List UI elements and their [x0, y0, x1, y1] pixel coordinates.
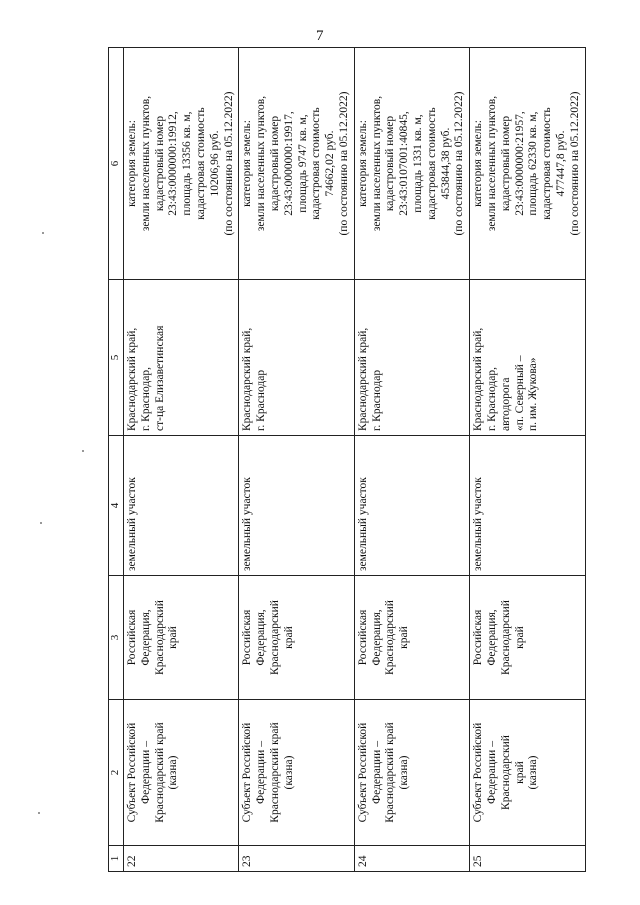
right-holder-line: край — [282, 626, 295, 649]
address-line: Краснодарский край, — [241, 327, 254, 431]
address-line: «п. Северный – — [513, 355, 526, 431]
rotated-table-container — [108, 48, 584, 872]
address-cell — [354, 280, 469, 436]
right-holder-line: Федерация, — [255, 609, 268, 666]
owner-cell — [239, 700, 354, 846]
right-holder-line: Краснодарский — [499, 600, 512, 675]
right-holder-line: Российская — [472, 609, 485, 666]
right-holder-line: Федерация, — [485, 609, 498, 666]
address-line: г. Краснодар, — [139, 367, 152, 431]
description-line: (по состоянию на 05.12.2022) — [222, 91, 235, 236]
address-line: г. Краснодар, — [485, 367, 498, 431]
scan-speck — [40, 522, 42, 524]
column-header: 2 — [109, 700, 124, 846]
description-cell — [470, 48, 585, 280]
description-line: (по состоянию на 05.12.2022) — [568, 91, 581, 236]
address-line: Краснодарский край, — [472, 327, 485, 431]
address-line: автодорога — [499, 377, 512, 431]
object-type-cell: земельный участок — [470, 436, 585, 576]
description-line: (по состоянию на 05.12.2022) — [337, 91, 350, 236]
description-line: 23:43:0000000:19912, — [167, 111, 180, 216]
owner-line: Субъект Российской — [126, 722, 138, 823]
address-line: ст-ца Елизаветинская — [153, 325, 166, 431]
owner-line: (казна) — [527, 755, 540, 790]
description-line: площадь 13356 кв. м, — [181, 111, 194, 216]
description-line: земли населенных пунктов, — [370, 95, 383, 232]
owner-cell — [470, 700, 585, 846]
address-line: п. им. Жукова» — [527, 357, 540, 431]
right-holder-line: край — [513, 626, 526, 649]
owner-line: Федерации – — [370, 741, 383, 804]
table-body — [124, 48, 586, 872]
description-line: категория земель: — [356, 120, 369, 207]
owner-line: Федерации – Краснодарский — [485, 735, 512, 810]
object-type-cell: земельный участок — [239, 436, 354, 576]
right-holder-line: Краснодарский — [153, 600, 166, 675]
right-holder-line: край — [398, 626, 411, 649]
owner-line: (казна) — [167, 755, 180, 790]
right-holder-line: Краснодарский — [384, 600, 397, 675]
description-line: кадастровая стоимость — [425, 107, 438, 220]
owner-line: край — [513, 761, 526, 784]
description-line: категория земель: — [241, 120, 254, 207]
description-line: 74662,02 руб. — [324, 130, 337, 197]
description-line: категория земель: — [126, 120, 138, 207]
column-header: 4 — [109, 436, 124, 576]
description-line: кадастровая стоимость — [194, 107, 207, 220]
scan-speck — [38, 812, 40, 814]
description-line: кадастровый номер — [268, 115, 281, 212]
description-line: категория земель: — [472, 120, 485, 207]
description-line: 477447,8 руб. — [554, 130, 567, 197]
description-line: кадастровый номер — [499, 115, 512, 212]
address-line: г. Краснодар — [255, 369, 268, 431]
owner-line: Федерации – — [139, 741, 152, 804]
column-header: 3 — [109, 576, 124, 700]
right-holder-line: Краснодарский — [268, 600, 281, 675]
description-line: 23:43:0000000:19917, — [282, 111, 295, 216]
description-line: земли населенных пунктов, — [485, 95, 498, 232]
description-cell — [124, 48, 239, 280]
table-row — [354, 48, 469, 872]
row-number: 25 — [470, 846, 585, 872]
description-line: земли населенных пунктов, — [255, 95, 268, 232]
row-number: 22 — [124, 846, 239, 872]
row-number: 24 — [354, 846, 469, 872]
right-holder-line: Федерация, — [139, 609, 152, 666]
right-holder-line: Российская — [241, 609, 254, 666]
description-line: земли населенных пунктов, — [139, 95, 152, 232]
table-row — [470, 48, 585, 872]
description-line: кадастровая стоимость — [310, 107, 323, 220]
header-row — [109, 48, 124, 872]
right-holder-line: Российская — [126, 609, 138, 666]
owner-cell — [354, 700, 469, 846]
description-line: кадастровый номер — [384, 115, 397, 212]
address-line: Краснодарский край, — [356, 327, 369, 431]
right-holder-line: Российская — [356, 609, 369, 666]
right-holder-line: Федерация, — [370, 609, 383, 666]
owner-cell — [124, 700, 239, 846]
address-line: г. Краснодар — [370, 369, 383, 431]
description-cell — [354, 48, 469, 280]
table-row — [124, 48, 239, 872]
description-line: площадь 1331 кв. м, — [411, 114, 424, 213]
right-holder-line: край — [167, 626, 180, 649]
rotated-table — [108, 48, 584, 872]
address-cell — [470, 280, 585, 436]
table-row — [239, 48, 354, 872]
description-line: (по состоянию на 05.12.2022) — [453, 91, 466, 236]
object-type-cell: земельный участок — [124, 436, 239, 576]
description-line: кадастровая стоимость — [541, 107, 554, 220]
column-header: 6 — [109, 48, 124, 280]
page-number: 7 — [316, 28, 324, 44]
address-cell — [239, 280, 354, 436]
row-number: 23 — [239, 846, 354, 872]
description-line: 453844,38 руб. — [439, 127, 452, 200]
owner-line: (казна) — [282, 755, 295, 790]
owner-line: Краснодарский край — [153, 722, 166, 823]
right-holder-cell — [470, 576, 585, 700]
scan-speck — [82, 450, 84, 452]
description-cell — [239, 48, 354, 280]
description-line: 23:43:0107001:40845, — [398, 111, 411, 216]
address-line: Краснодарский край, — [126, 327, 138, 431]
description-line: кадастровый номер — [153, 115, 166, 212]
column-header: 5 — [109, 280, 124, 436]
owner-line: (казна) — [398, 755, 411, 790]
owner-line: Федерации – — [255, 741, 268, 804]
right-holder-cell — [354, 576, 469, 700]
owner-line: Субъект Российской — [356, 722, 369, 823]
scan-speck — [42, 232, 44, 234]
description-line: 23:43:0000000:21957, — [513, 111, 526, 216]
object-type-cell: земельный участок — [354, 436, 469, 576]
owner-line: Субъект Российской — [241, 722, 254, 823]
owner-line: Краснодарский край — [268, 722, 281, 823]
address-cell — [124, 280, 239, 436]
description-line: площадь 9747 кв. м, — [296, 114, 309, 213]
description-line: площадь 62330 кв. м, — [527, 111, 540, 216]
right-holder-cell — [239, 576, 354, 700]
description-line: 10206,96 руб. — [208, 130, 221, 197]
owner-line: Субъект Российской — [472, 722, 485, 823]
property-table — [108, 47, 586, 872]
right-holder-cell — [124, 576, 239, 700]
column-header: 1 — [109, 846, 124, 872]
owner-line: Краснодарский край — [384, 722, 397, 823]
